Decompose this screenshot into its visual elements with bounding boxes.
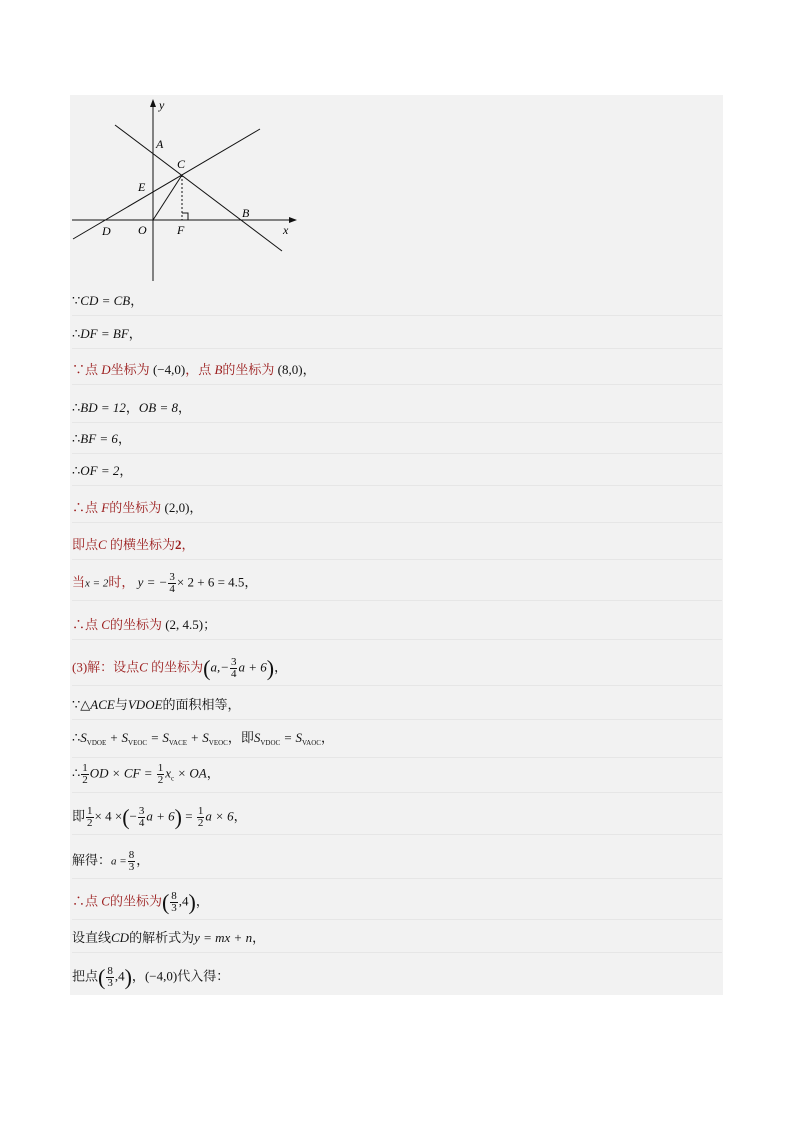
fraction: $\frac{1}{2}$ xyxy=(157,762,164,786)
fraction: $\frac{1}{2}$ xyxy=(197,805,204,829)
solution-line-10: ∴点 C的坐标为 (2, 4.5)； xyxy=(72,616,722,634)
label-x: x xyxy=(283,223,289,237)
solution-line-12: ∵△ACE与VDOE的面积相等， xyxy=(72,696,722,714)
solution-line-1: ∵CD = CB， xyxy=(72,292,722,310)
fraction: $\frac{8}{3}$ xyxy=(171,890,177,914)
coordinate-figure xyxy=(70,96,310,286)
solution-line-7: ∴点 F的坐标为 (2,0)， xyxy=(72,499,722,517)
solution-line-18: 设直线CD的解析式为y = mx + n， xyxy=(72,929,722,947)
solution-line-13: $\therefore S_{VDOE} + S_{VEOC} = S_{VACE} + S_{VEOC}$，即$S_{VDOC} = S_{VAOC}$， xyxy=(72,729,722,752)
fraction: $\frac{8}{3}$ xyxy=(128,849,135,873)
solution-line-6: ∴OF = 2， xyxy=(72,462,722,480)
label-b: B xyxy=(242,206,250,220)
fraction: $\frac{8}{3}$ xyxy=(107,965,113,989)
solution-line-8: 即点C 的横坐标为2， xyxy=(72,536,722,554)
y-axis-arrow-icon xyxy=(150,99,156,107)
label-o: O xyxy=(138,223,147,237)
x-axis-arrow-icon xyxy=(289,217,297,223)
solution-line-15: 即 $\frac{1}{2}$ × 4 ×(− $\frac{3}{4}$ a + 6) = $\frac{1}{2}$ a × 6， xyxy=(72,806,722,829)
solution-line-11: (3)解：设点C 的坐标为(a,− $\frac{3}{4}$ a + 6)， xyxy=(72,657,722,680)
fraction: $\frac{3}{4}$ xyxy=(169,571,175,595)
line-cd xyxy=(73,129,260,239)
solution-line-4: ∴BD = 12，OB = 8， xyxy=(72,399,722,417)
fraction: $\frac{3}{4}$ xyxy=(230,656,237,680)
label-e: E xyxy=(138,180,146,194)
fraction: $\frac{1}{2}$ xyxy=(87,805,93,829)
label-f: F xyxy=(177,223,185,237)
label-d: D xyxy=(102,224,111,238)
fraction: $\frac{1}{2}$ xyxy=(82,762,88,786)
label-y: y xyxy=(159,98,165,112)
fraction: $\frac{3}{4}$ xyxy=(138,805,145,829)
solution-line-14: ∴ $\frac{1}{2}$ OD × CF = $\frac{1}{2}$ $x_c$ × OA， xyxy=(72,763,722,787)
solution-line-5: ∴BF = 6， xyxy=(72,430,722,448)
solution-line-3: ∵点 D坐标为 (−4,0)，点 B的坐标为 (8,0)， xyxy=(72,361,722,379)
solution-line-17: ∴点 C的坐标为( $\frac{8}{3}$ ,4)， xyxy=(72,891,722,914)
solution-line-19: 把点( $\frac{8}{3}$ ,4)，(−4,0)代入得： xyxy=(72,964,230,990)
solution-line-2: ∴DF = BF， xyxy=(72,325,722,343)
label-c: C xyxy=(177,157,186,171)
solution-line-16: 解得：a = $\frac{8}{3}$ ， xyxy=(72,850,722,873)
solution-line-9: 当x = 2时， y = − $\frac{3}{4}$ × 2 + 6 = 4.5， xyxy=(72,572,722,595)
right-angle-mark xyxy=(182,213,188,220)
label-a: A xyxy=(156,137,164,151)
segment-oc xyxy=(153,175,182,220)
